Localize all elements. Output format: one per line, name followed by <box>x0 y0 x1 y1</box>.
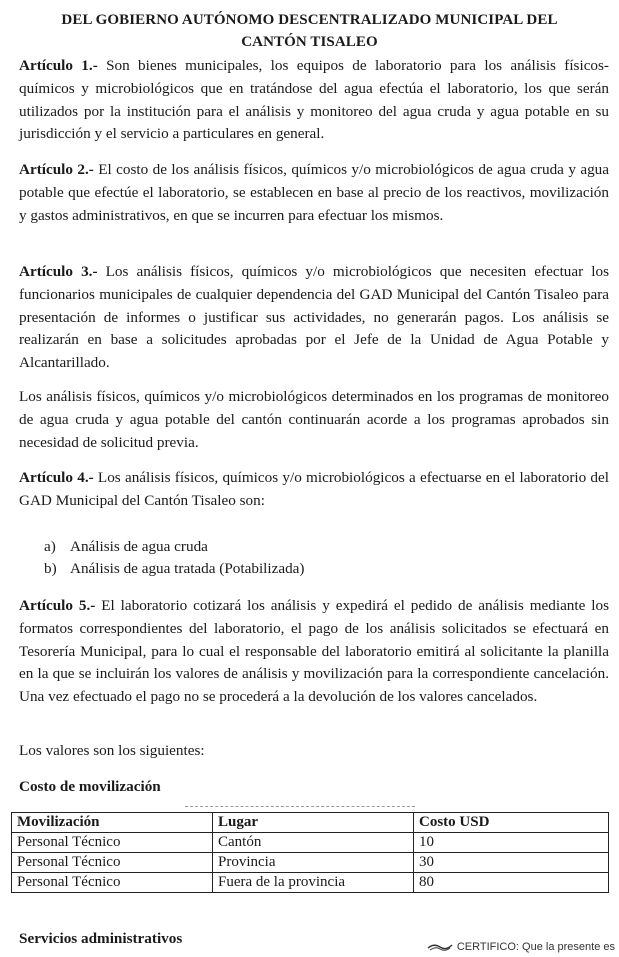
stamp-logo-icon <box>427 942 453 952</box>
table-row <box>12 833 609 853</box>
header-cell: Lugar <box>213 813 414 833</box>
article-3-paragraph-2 <box>19 386 609 454</box>
table-header-row <box>12 813 609 833</box>
movilizacion-heading: Costo de movilización <box>19 778 161 795</box>
list-item <box>44 558 304 580</box>
servicios-heading: Servicios administrativos <box>19 930 183 947</box>
article-text: Son bienes municipales, los equipos de laboratorio para los análisis físicos-químicos y microbiológicos que en tratándose del agua efectúa el laboratorio, los que serán utilizados por la institución para el análisis y monitoreo del agua cruda y agua potable en su jurisdicción y el servicio a particulares en general. <box>19 57 609 143</box>
title-line-1: DEL GOBIERNO AUTÓNOMO DESCENTRALIZADO MUNICIPAL DEL <box>61 12 558 28</box>
article-2 <box>19 159 609 227</box>
list-text: Análisis de agua cruda <box>70 538 208 555</box>
table-cell: Personal Técnico <box>12 853 213 873</box>
paragraph-text: Los análisis físicos, químicos y/o microbiológicos determinados en los programas de monitoreo de agua cruda y agua potable del cantón continuarán acorde a los programas aprobados sin necesidad de solicitud previa. <box>19 388 609 451</box>
table-cell: Fuera de la provincia <box>213 873 414 893</box>
list-marker: b) <box>44 560 57 577</box>
list-item <box>44 536 208 558</box>
article-text: Los análisis físicos, químicos y/o microbiológicos que necesiten efectuar los funcionarios municipales de cualquier dependencia del GAD Municipal del Cantón Tisaleo para presentación de informes o justificar sus actividades, no generarán pagos. Los análisis se realizarán en base a solicitudes aprobadas por el Jefe de la Unidad de Agua Potable y Alcantarillado. <box>19 263 609 372</box>
header-cell: Costo USD <box>414 813 609 833</box>
table-cell: 80 <box>414 873 609 893</box>
table-cell: Provincia <box>213 853 414 873</box>
article-4 <box>19 467 609 513</box>
table-cell: 30 <box>414 853 609 873</box>
article-label: Artículo 5.- <box>19 597 96 614</box>
table-row <box>12 853 609 873</box>
article-3 <box>19 261 609 375</box>
movilizacion-cost-table <box>11 812 609 893</box>
table-cell: Personal Técnico <box>12 833 213 853</box>
article-label: Artículo 4.- <box>19 469 94 486</box>
scan-artifact-line <box>185 806 415 807</box>
title-line-2: CANTÓN TISALEO <box>241 34 378 50</box>
certification-stamp <box>427 941 615 953</box>
header-cell: Movilización <box>12 813 213 833</box>
article-label: Artículo 3.- <box>19 263 98 280</box>
list-text: Análisis de agua tratada (Potabilizada) <box>70 560 305 577</box>
document-title <box>10 9 609 53</box>
stamp-text: CERTIFICO: Que la presente es <box>456 941 615 953</box>
article-text: Los análisis físicos, químicos y/o microbiológicos a efectuarse en el laboratorio del GAD Municipal del Cantón Tisaleo son: <box>19 469 609 509</box>
article-text: El costo de los análisis físicos, químicos y/o microbiológicos de agua cruda y agua potable que efectúe el laboratorio, se establecen en base al precio de los reactivos, movilización y gastos administrativos, en que se incurren para efectuar los mismos. <box>19 161 609 224</box>
table-cell: Personal Técnico <box>12 873 213 893</box>
article-label: Artículo 1.- <box>19 57 98 74</box>
table-row <box>12 873 609 893</box>
article-5 <box>19 595 609 709</box>
list-marker: a) <box>44 538 56 555</box>
table-cell: 10 <box>414 833 609 853</box>
values-intro: Los valores son los siguientes: <box>19 742 205 759</box>
article-1 <box>19 55 609 146</box>
table-cell: Cantón <box>213 833 414 853</box>
article-label: Artículo 2.- <box>19 161 94 178</box>
article-text: El laboratorio cotizará los análisis y expedirá el pedido de análisis mediante los formatos correspondientes del laboratorio, el pago de los análisis solicitados se efectuará en Tesorería Municipal, para lo cual el responsable del laboratorio emitirá al solicitante la planilla en la que se incluirán los valores de análisis y movilización para la correspondiente cancelación. Una vez efectuado el pago no se procederá a la devolución de los valores cancelados. <box>19 597 609 706</box>
